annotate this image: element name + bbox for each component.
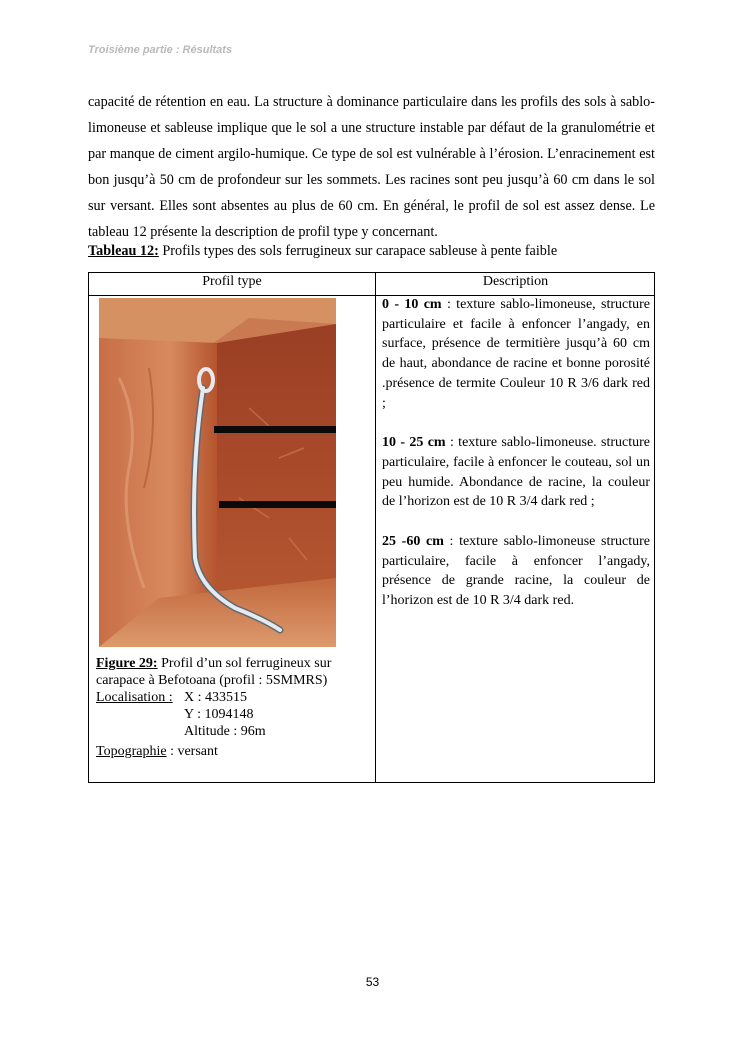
localisation-x-row xyxy=(96,689,369,706)
header-profil-type: Profil type xyxy=(202,274,262,289)
running-header: Troisième partie : Résultats xyxy=(88,44,233,56)
profile-table xyxy=(88,272,655,783)
table-caption-text: Profils types des sols ferrugineux sur carapace sableuse à pente faible xyxy=(158,243,558,259)
body-paragraph: capacité de rétention en eau. La structure à dominance particulaire dans les profils des sols à sablo-limoneuse et sableuse implique que le sol a une structure instable par défaut de la granulométrie et par manque de ciment argilo-humique. Ce type de sol est vulnérable à l’érosion. L’enracinement est bon jusqu’à 50 cm de profondeur sur les sommets. Les racines sont peu jusqu’à 60 cm dans le sol sur versant. Elles sont absentes au plus de 60 cm. En général, le profil de sol est assez dense. Le tableau 12 présente la description de profil type y concernant. xyxy=(88,94,655,240)
horizon-2-text: : texture sablo-limoneuse. structure particulaire, facile à enfoncer le couteau, sol un peu humide. Abondance de racine, la couleur de l’horizon est de 10 R 3/4 dark red ; xyxy=(382,435,650,510)
column-divider xyxy=(375,273,376,782)
figure-caption xyxy=(96,655,369,689)
localisation-x: X : 433515 xyxy=(184,690,247,705)
table-header-row xyxy=(89,273,654,296)
horizon-2 xyxy=(382,433,650,512)
localisation-label: Localisation : xyxy=(96,690,173,705)
horizon-1 xyxy=(382,295,650,413)
page-number: 53 xyxy=(365,975,380,989)
horizon-3 xyxy=(382,532,650,611)
topographie-row xyxy=(96,743,369,760)
localisation-y: Y : 1094148 xyxy=(184,707,254,722)
localisation-y-row xyxy=(96,706,369,723)
altitude: Altitude : 96m xyxy=(184,724,266,739)
table-caption-label: Tableau 12: xyxy=(88,243,159,259)
horizon-2-depth: 10 - 25 cm xyxy=(382,435,446,451)
topographie-label: Topographie xyxy=(96,744,167,759)
horizon-3-depth: 25 -60 cm xyxy=(382,534,444,550)
header-description: Description xyxy=(482,274,549,289)
figure-info xyxy=(96,655,369,760)
horizon-descriptions xyxy=(382,295,650,631)
horizon-1-text: : texture sablo-limoneuse, structure particulaire et facile à enfoncer l’angady, en surface, présence de termitière jusqu’à 60 cm de haut, abondance de racine et bonne porosité .présence de termite Couleur 10 R 3/6 dark red ; xyxy=(382,297,650,411)
horizon-1-depth: 0 - 10 cm xyxy=(382,297,442,312)
altitude-row xyxy=(96,723,369,740)
figure-label: Figure 29: xyxy=(96,656,158,671)
figure-caption-text: Profil d’un sol ferrugineux sur carapace à Befotoana (profil : 5SMMRS) xyxy=(96,656,332,688)
horizon-3-text: : texture sablo-limoneuse structure particulaire, facile à enfoncer l’angady, présence de grande racine, la couleur de l’horizon est de 10 R 3/4 dark red. xyxy=(382,534,650,609)
table-caption xyxy=(88,243,557,260)
topographie-value: : versant xyxy=(166,744,218,759)
soil-profile-photo xyxy=(99,298,336,647)
